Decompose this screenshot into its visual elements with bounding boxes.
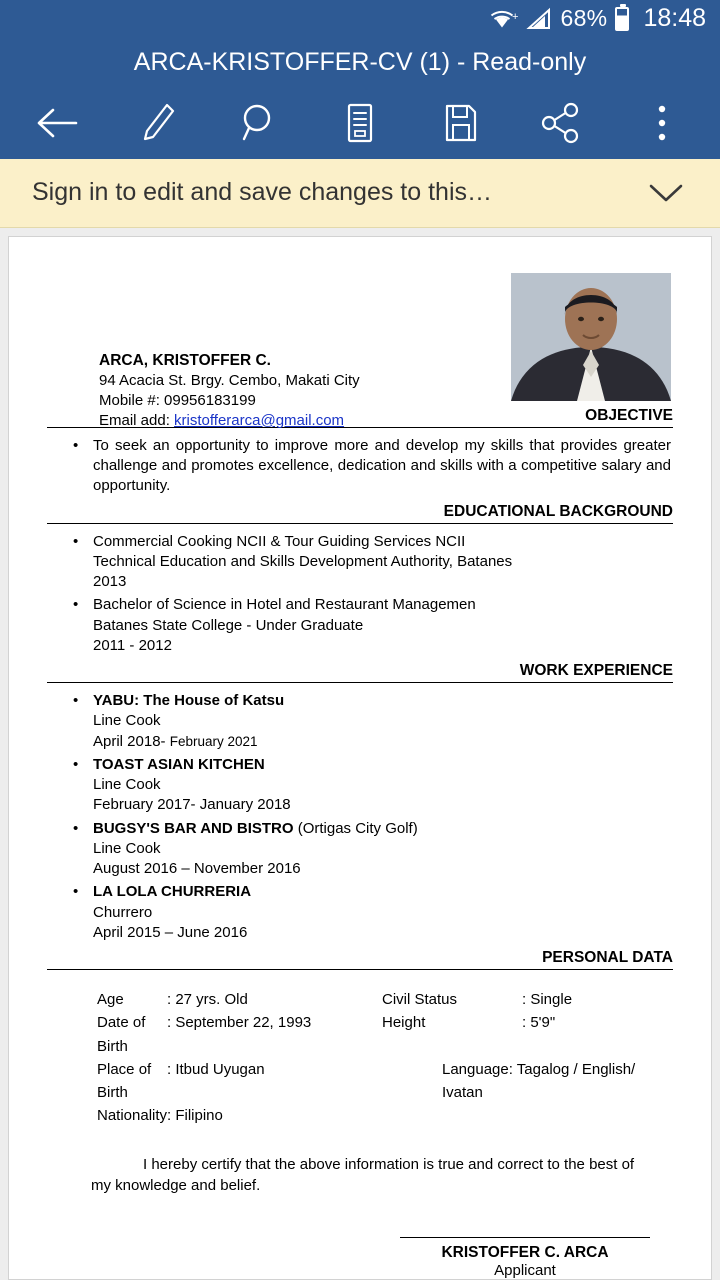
section-heading-objective: OBJECTIVE <box>47 407 673 428</box>
education-title: Bachelor of Science in Hotel and Restaurant Managemen <box>93 596 476 614</box>
banner-message: Sign in to edit and save changes to this… <box>32 178 493 207</box>
pd-value-2: : Single <box>522 991 573 1008</box>
pd-label-2: Height <box>382 1014 426 1032</box>
share-icon[interactable] <box>529 91 593 155</box>
objective-item: • To seek an opportunity to improve more and develop my skills that provides greater challenge and promotes excellence, dedication and skills with a competitive salary and opportunity. <box>47 436 673 497</box>
pd-language: Language: Tagalog / English/ Ivatan <box>442 1060 636 1101</box>
identity-block <box>99 351 360 431</box>
education-year: 2013 <box>93 573 127 590</box>
work-dates <box>93 732 673 752</box>
pd-value: : September 22, 1993 <box>167 1014 312 1032</box>
pd-label-2: Civil Status <box>382 991 458 1008</box>
status-bar <box>0 0 720 38</box>
list-item <box>47 595 673 656</box>
pd-value-2: : 5'9" <box>522 1014 556 1032</box>
work-company: TOAST ASIAN KITCHEN <box>93 755 265 773</box>
work-dates-end: February 2021 <box>169 733 258 749</box>
signature-name: KRISTOFFER C. ARCA <box>441 1244 609 1261</box>
work-position: Churrero <box>93 903 153 921</box>
education-year: 2011 - 2012 <box>93 636 172 654</box>
section-heading-personal: PERSONAL DATA <box>47 949 673 970</box>
work-company-suffix: (Ortigas City Golf) <box>293 819 418 837</box>
pd-value: : Filipino <box>167 1107 223 1125</box>
section-heading-work: WORK EXPERIENCE <box>47 662 673 683</box>
email-label: Email add: <box>99 411 175 429</box>
email-link[interactable]: kristofferarca@gmail.com <box>174 411 345 429</box>
title-bar <box>0 38 720 88</box>
svg-text:+: + <box>511 10 518 23</box>
pencil-icon[interactable] <box>127 91 191 155</box>
save-icon[interactable] <box>429 91 493 155</box>
back-arrow-icon[interactable] <box>26 91 90 155</box>
signature-line <box>400 1237 650 1238</box>
signature-role: Applicant <box>494 1262 556 1279</box>
more-vertical-icon[interactable] <box>630 91 694 155</box>
sign-in-banner[interactable] <box>0 159 720 228</box>
applicant-name: ARCA, KRISTOFFER C. <box>99 351 271 369</box>
work-company: YABU: The House of Katsu <box>93 692 285 709</box>
work-list <box>47 691 673 943</box>
pd-label: Nationality <box>97 1107 168 1125</box>
applicant-photo <box>511 273 671 401</box>
pd-label: Place of Birth <box>97 1060 152 1101</box>
battery-percent-label: 68% <box>560 5 608 32</box>
work-position: Line Cook <box>93 776 161 793</box>
pd-value: : 27 yrs. Old <box>167 991 248 1008</box>
signature-block <box>47 1237 673 1279</box>
work-position: Line Cook <box>93 839 161 857</box>
battery-icon <box>615 7 629 31</box>
certification-text: I hereby certify that the above information is true and correct to the best of my knowledge and belief. <box>91 1155 635 1195</box>
education-list <box>47 532 673 657</box>
list-item <box>47 532 673 593</box>
work-company: LA LOLA CHURRERIA <box>93 883 252 901</box>
work-dates-main: April 2018- <box>93 732 170 750</box>
work-dates: February 2017- January 2018 <box>93 796 291 814</box>
search-icon[interactable] <box>227 91 291 155</box>
wifi-icon <box>489 7 519 31</box>
table-row <box>47 1011 673 1058</box>
pd-label: Date of Birth <box>97 1014 146 1055</box>
section-heading-education: EDUCATIONAL BACKGROUND <box>47 503 673 524</box>
document-view-icon[interactable] <box>328 91 392 155</box>
toolbar <box>0 88 720 159</box>
pd-label: Age <box>97 991 124 1008</box>
work-company: BUGSY'S BAR AND BISTRO <box>93 819 294 837</box>
applicant-mobile: Mobile #: 09956183199 <box>99 392 256 409</box>
objective-list <box>47 436 673 497</box>
chevron-down-icon[interactable] <box>644 171 688 215</box>
applicant-address: 94 Acacia St. Brgy. Cembo, Makati City <box>99 372 360 390</box>
document-page <box>8 236 712 1280</box>
document-title: ARCA-KRISTOFFER-CV (1) - Read-only <box>133 48 587 77</box>
personal-data-table <box>47 988 673 1128</box>
work-dates: April 2015 – June 2016 <box>93 923 248 941</box>
list-item <box>47 819 673 880</box>
education-school: Technical Education and Skills Development Authority, Batanes <box>93 552 513 570</box>
work-position: Line Cook <box>93 712 161 730</box>
applicant-email-line <box>99 411 360 431</box>
list-item <box>47 755 673 816</box>
list-item <box>47 691 673 752</box>
education-title: Commercial Cooking NCII & Tour Guiding Services NCII <box>93 532 466 550</box>
list-item <box>47 882 673 943</box>
pd-value: : Itbud Uyugan <box>167 1060 265 1078</box>
cell-signal-icon <box>527 7 553 31</box>
clock-label: 18:48 <box>643 4 706 33</box>
work-dates: August 2016 – November 2016 <box>93 860 301 877</box>
table-row <box>47 1104 673 1127</box>
table-row <box>47 988 673 1011</box>
certification-paragraph <box>47 1154 673 1198</box>
document-viewport[interactable] <box>0 228 720 1280</box>
table-row <box>47 1058 673 1105</box>
education-school: Batanes State College - Under Graduate <box>93 616 364 634</box>
